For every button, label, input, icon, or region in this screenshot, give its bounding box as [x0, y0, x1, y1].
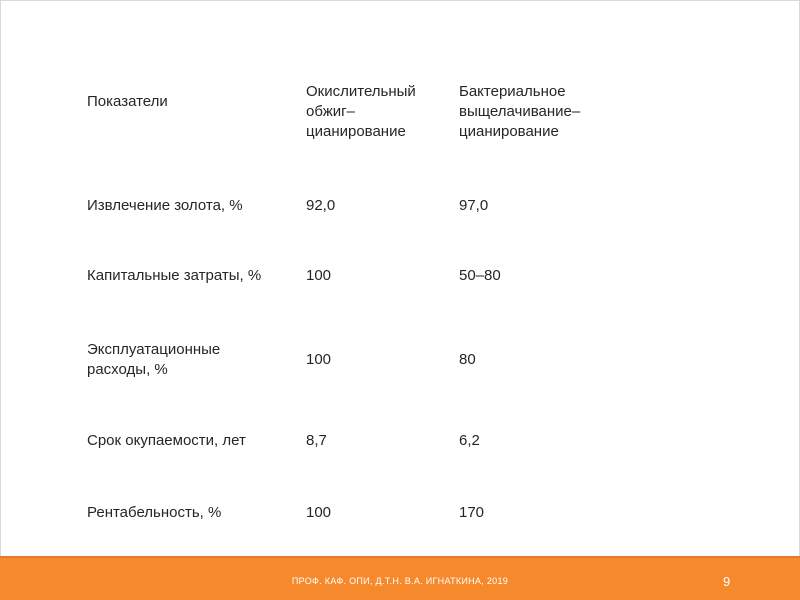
row-label: Рентабельность, % [87, 504, 222, 521]
footer-author-text: ПРОФ. КАФ. ОПИ, Д.Т.Н. В.А. ИГНАТКИНА, 2019 [291, 576, 509, 586]
row-value-bioleaching: 170 [459, 504, 485, 521]
row-value-roasting: 100 [306, 267, 332, 284]
row-value-bioleaching: 80 [459, 351, 476, 368]
row-label: Срок окупаемости, лет [87, 432, 246, 449]
header-indicators: Показатели [87, 93, 168, 110]
row-label: Эксплуатационные расходы, % [87, 341, 221, 378]
row-label: Извлечение золота, % [87, 197, 243, 214]
row-value-bioleaching: 50–80 [459, 267, 501, 284]
header-bioleaching-cyanidation: Бактериальное выщелачивание– цианирование [459, 83, 581, 140]
row-value-roasting: 100 [306, 504, 332, 521]
row-label: Капитальные затраты, % [87, 267, 262, 284]
row-value-bioleaching: 6,2 [459, 432, 480, 449]
row-value-bioleaching: 97,0 [459, 197, 489, 214]
row-value-roasting: 8,7 [306, 432, 327, 449]
row-value-roasting: 100 [306, 351, 332, 368]
row-value-roasting: 92,0 [306, 197, 336, 214]
page-number: 9 [723, 574, 731, 589]
header-roasting-cyanidation: Окислительный обжиг– цианирование [306, 83, 416, 140]
